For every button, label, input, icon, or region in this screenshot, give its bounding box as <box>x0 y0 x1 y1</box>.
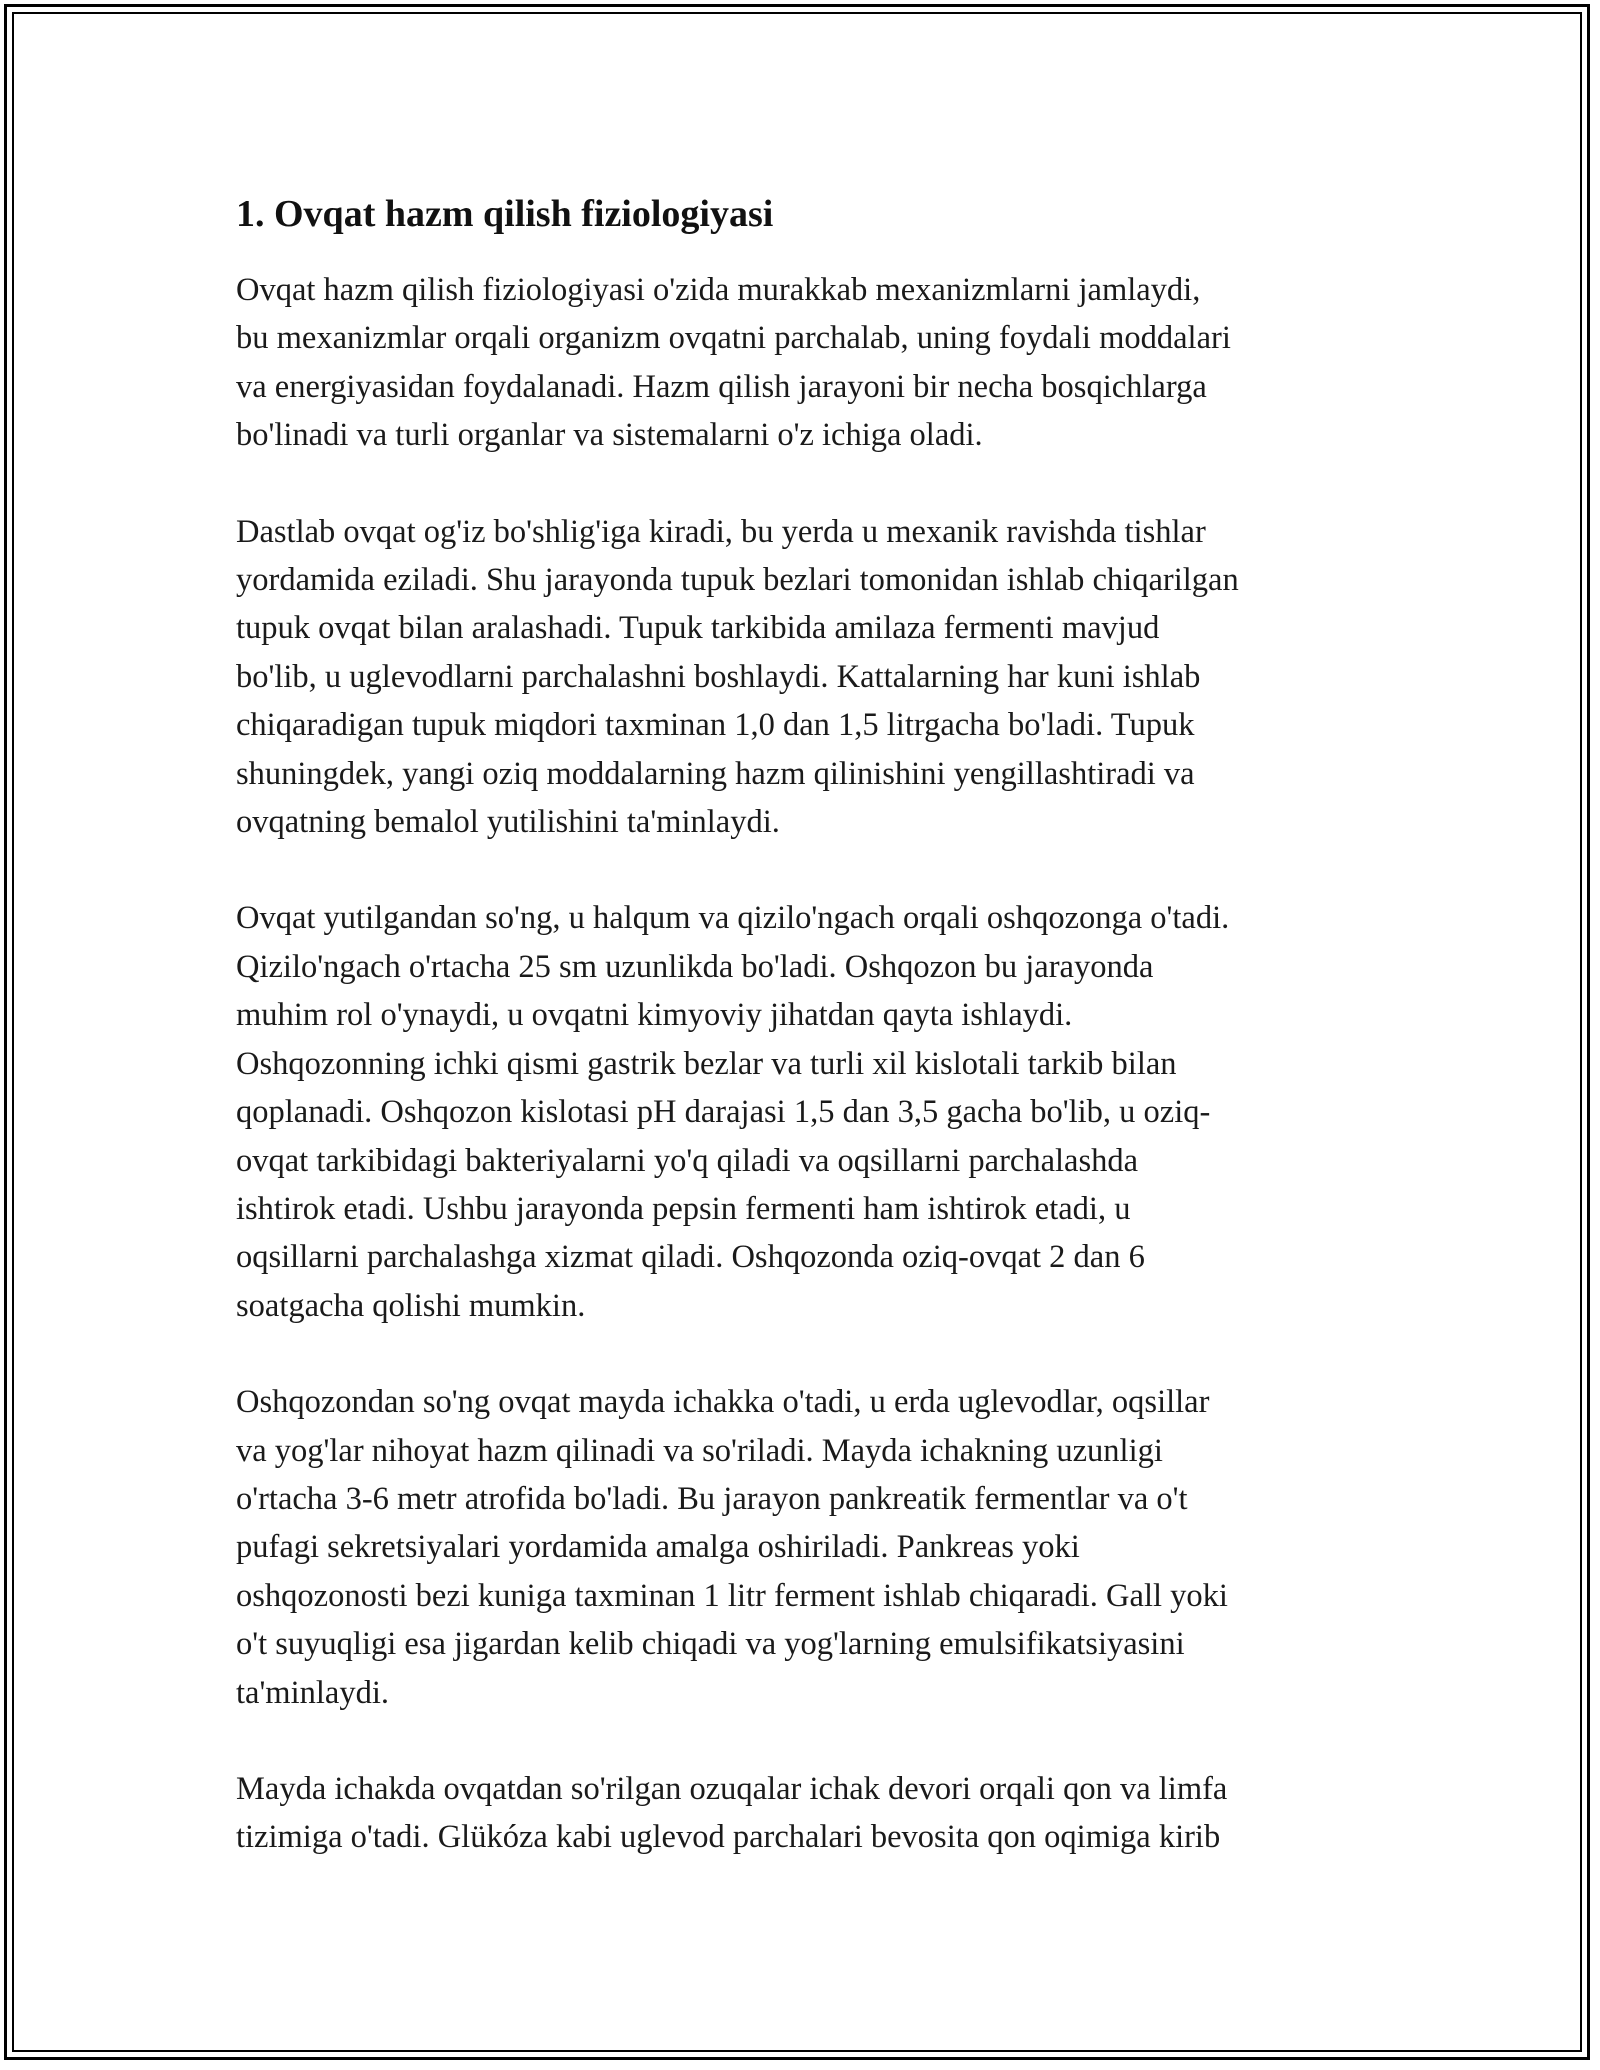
paragraph-line: ta'minlaydi. <box>236 1674 389 1711</box>
paragraph-line: Mayda ichakda ovqatdan so'rilgan ozuqalar ichak devori orqali qon va limfa <box>236 1770 1228 1807</box>
paragraph-list <box>236 266 1376 1862</box>
paragraph-line: Ovqat yutilgandan so'ng, u halqum va qizilo'ngach orqali oshqozonga o'tadi. <box>236 900 1230 937</box>
paragraph-line: ishtirok etadi. Ushbu jarayonda pepsin fermenti ham ishtirok etadi, u <box>236 1190 1131 1227</box>
paragraph <box>236 894 1376 1330</box>
paragraph-line: Qizilo'ngach o'rtacha 25 sm uzunlikda bo'ladi. Oshqozon bu jarayonda <box>236 948 1154 985</box>
paragraph-line: ovqatning bemalol yutilishini ta'minlaydi. <box>236 804 780 841</box>
paragraph-line: bo'lib, u uglevodlarni parchalashni boshlaydi. Kattalarning har kuni ishlab <box>236 658 1201 695</box>
paragraph-line: qoplanadi. Oshqozon kislotasi pH darajasi 1,5 dan 3,5 gacha bo'lib, u oziq- <box>236 1094 1211 1131</box>
paragraph-line: o'rtacha 3-6 metr atrofida bo'ladi. Bu jarayon pankreatik fermentlar va o't <box>236 1480 1188 1517</box>
paragraph-line: bo'linadi va turli organlar va sistemalarni o'z ichiga oladi. <box>236 417 983 454</box>
paragraph-line: o't suyuqligi esa jigardan kelib chiqadi va yog'larning emulsifikatsiyasini <box>236 1626 1185 1663</box>
paragraph-line: oshqozonosti bezi kuniga taxminan 1 litr ferment ishlab chiqaradi. Gall yoki <box>236 1577 1228 1614</box>
paragraph-line: pufagi sekretsiyalari yordamida amalga oshiriladi. Pankreas yoki <box>236 1529 1080 1566</box>
paragraph-line: soatgacha qolishi mumkin. <box>236 1287 586 1324</box>
section-title: 1. Ovqat hazm qilish fiziologiyasi <box>236 193 774 235</box>
paragraph-line: Ovqat hazm qilish fiziologiyasi o'zida murakkab mexanizmlarni jamlaydi, <box>236 272 1201 308</box>
paragraph-line: tizimiga o'tadi. Glükóza kabi uglevod parchalari bevosita qon oqimiga kirib <box>236 1819 1221 1856</box>
paragraph-line: chiqaradigan tupuk miqdori taxminan 1,0 dan 1,5 litrgacha bo'ladi. Tupuk <box>236 707 1195 744</box>
paragraph <box>236 1378 1376 1717</box>
paragraph-line: shuningdek, yangi oziq moddalarning hazm qilinishini yengillashtiradi va <box>236 755 1195 792</box>
paragraph-line: tupuk ovqat bilan aralashadi. Tupuk tarkibida amilaza fermenti mavjud <box>236 610 1160 647</box>
paragraph-line: va energiyasidan foydalanadi. Hazm qilish jarayoni bir necha bosqichlarga <box>236 368 1207 405</box>
paragraph <box>236 1765 1376 1862</box>
paragraph-line: yordamida eziladi. Shu jarayonda tupuk bezlari tomonidan ishlab chiqarilgan <box>236 562 1239 599</box>
paragraph-line: muhim rol o'ynaydi, u ovqatni kimyoviy jihatdan qayta ishlaydi. <box>236 997 1073 1034</box>
paragraph-line: Oshqozonning ichki qismi gastrik bezlar va turli xil kislotali tarkib bilan <box>236 1045 1177 1082</box>
paragraph-line: ovqat tarkibidagi bakteriyalarni yo'q qiladi va oqsillarni parchalashda <box>236 1142 1139 1179</box>
paragraph-line: va yog'lar nihoyat hazm qilinadi va so'riladi. Mayda ichakning uzunligi <box>236 1432 1163 1469</box>
paragraph-line: bu mexanizmlar orqali organizm ovqatni parchalab, uning foydali moddalari <box>236 320 1231 357</box>
paragraph-line: oqsillarni parchalashga xizmat qiladi. Oshqozonda oziq-ovqat 2 dan 6 <box>236 1239 1145 1276</box>
document-body <box>236 184 1376 1862</box>
paragraph <box>236 266 1376 460</box>
paragraph-line: Dastlab ovqat og'iz bo'shlig'iga kiradi, bu yerda u mexanik ravishda tishlar <box>236 513 1206 550</box>
paragraph-line: Oshqozondan so'ng ovqat mayda ichakka o'tadi, u erda uglevodlar, oqsillar <box>236 1384 1210 1421</box>
paragraph <box>236 508 1376 847</box>
